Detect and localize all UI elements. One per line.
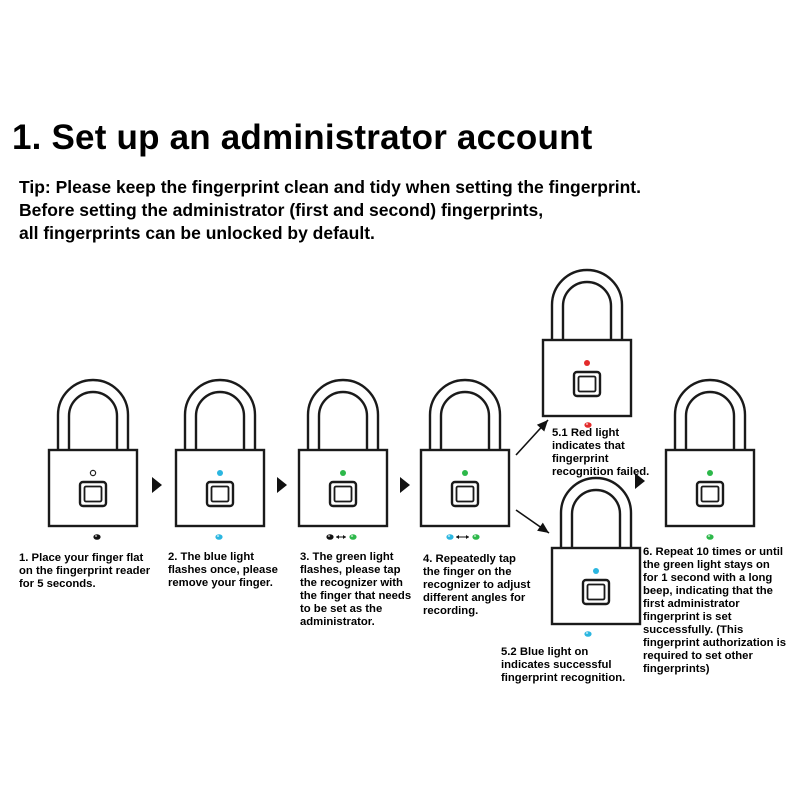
padlock-step-2 — [176, 380, 264, 526]
fingerprint-pad — [85, 487, 102, 502]
flow-arrow-icon — [152, 477, 162, 493]
status-led — [584, 360, 590, 366]
dot-highlight — [708, 535, 710, 537]
indicator-dot-black — [326, 534, 333, 540]
shackle-inner — [196, 392, 244, 450]
shackle-inner — [563, 282, 611, 340]
padlock-step-5-1 — [543, 270, 631, 416]
caption-line: administrator. — [300, 616, 375, 628]
caption-line: the green light stays on — [643, 559, 770, 571]
step-5-2-caption — [501, 646, 625, 685]
caption-line: 6. Repeat 10 times or until — [643, 546, 783, 558]
padlock-step-6 — [666, 380, 754, 526]
arrow-head — [466, 535, 469, 539]
dot-highlight — [217, 535, 219, 537]
page-title: 1. Set up an administrator account — [12, 118, 593, 157]
status-led — [340, 470, 346, 476]
status-led — [593, 568, 599, 574]
caption-line: 1. Place your finger flat — [19, 552, 144, 564]
flow-arrow-icon — [277, 477, 287, 493]
caption-line: fingerprints) — [643, 663, 710, 675]
caption-line: successfully. (This — [643, 624, 744, 636]
tip-line: all fingerprints can be unlocked by default. — [19, 223, 375, 243]
caption-line: remove your finger. — [168, 577, 273, 589]
padlock-step-3 — [299, 380, 387, 526]
caption-line: 5.2 Blue light on — [501, 646, 589, 658]
indicator-dot-blue — [584, 631, 591, 637]
caption-line: the finger on the — [423, 566, 512, 578]
caption-line: fingerprint — [552, 453, 609, 465]
shackle-inner — [69, 392, 117, 450]
fingerprint-pad — [335, 487, 352, 502]
fingerprint-pad — [702, 487, 719, 502]
indicator-dot-green — [706, 534, 713, 540]
caption-line: the recognizer with — [300, 577, 403, 589]
indicator-dot-blue — [215, 534, 222, 540]
caption-line: fingerprint recognition. — [501, 672, 626, 684]
indicator-dot-green — [349, 534, 356, 540]
caption-line: the finger that needs — [300, 590, 412, 602]
shackle-inner — [572, 490, 620, 548]
caption-line: on the fingerprint reader — [19, 565, 151, 577]
caption-line: required to set other — [643, 650, 753, 662]
caption-line: recognition failed. — [552, 466, 650, 478]
caption-line: to be set as the — [300, 603, 383, 615]
dot-highlight — [586, 423, 588, 425]
status-led — [217, 470, 223, 476]
indicator-dot-green — [472, 534, 479, 540]
tip-line: Tip: Please keep the fingerprint clean and tidy when setting the fingerprint. — [19, 177, 641, 197]
arrow-head — [343, 535, 346, 539]
dot-highlight — [328, 535, 330, 537]
status-led — [90, 470, 95, 475]
step-6-caption — [643, 546, 786, 676]
indicator-dot-black — [93, 534, 100, 540]
dot-highlight — [448, 535, 450, 537]
padlock-step-4 — [421, 380, 509, 526]
fingerprint-pad — [579, 377, 596, 392]
tip-line: Before setting the administrator (first and second) fingerprints, — [19, 200, 544, 220]
caption-line: indicates that — [552, 440, 625, 452]
caption-line: for 1 second with a long — [643, 572, 773, 584]
caption-line: different angles for — [423, 592, 526, 604]
dot-highlight — [474, 535, 476, 537]
step-4-caption — [423, 553, 530, 618]
caption-line: 5.1 Red light — [552, 427, 620, 439]
status-led — [462, 470, 468, 476]
shackle-inner — [319, 392, 367, 450]
padlock-step-5-2 — [552, 478, 640, 624]
arrow-head — [456, 535, 459, 539]
arrow-head — [537, 523, 549, 533]
fingerprint-pad — [588, 585, 605, 600]
caption-line: fingerprint is set — [643, 611, 732, 623]
caption-line: recording. — [423, 605, 479, 617]
step-3-caption — [300, 551, 411, 629]
step-5-1-caption — [552, 427, 649, 479]
dot-highlight — [351, 535, 353, 537]
caption-line: 3. The green light — [300, 551, 394, 563]
padlock-step-1 — [49, 380, 137, 526]
dot-highlight — [95, 535, 97, 537]
caption-line: beep, indicating that the — [643, 585, 773, 597]
status-led — [707, 470, 713, 476]
indicator-dot-blue — [446, 534, 453, 540]
fingerprint-pad — [457, 487, 474, 502]
caption-line: recognizer to adjust — [423, 579, 531, 591]
caption-line: flashes, please tap — [300, 564, 401, 576]
arrow-head — [336, 535, 339, 539]
caption-line: for 5 seconds. — [19, 578, 96, 590]
fingerprint-pad — [212, 487, 229, 502]
shackle-inner — [686, 392, 734, 450]
step-1-caption — [19, 552, 150, 591]
step-2-caption — [168, 551, 278, 590]
shackle-inner — [441, 392, 489, 450]
caption-line: indicates successful — [501, 659, 612, 671]
caption-line: 4. Repeatedly tap — [423, 553, 516, 565]
caption-line: fingerprint authorization is — [643, 637, 787, 649]
caption-line: flashes once, please — [168, 564, 278, 576]
dot-highlight — [586, 632, 588, 634]
flow-arrow-icon — [400, 477, 410, 493]
caption-line: 2. The blue light — [168, 551, 254, 563]
caption-line: first administrator — [643, 598, 740, 610]
